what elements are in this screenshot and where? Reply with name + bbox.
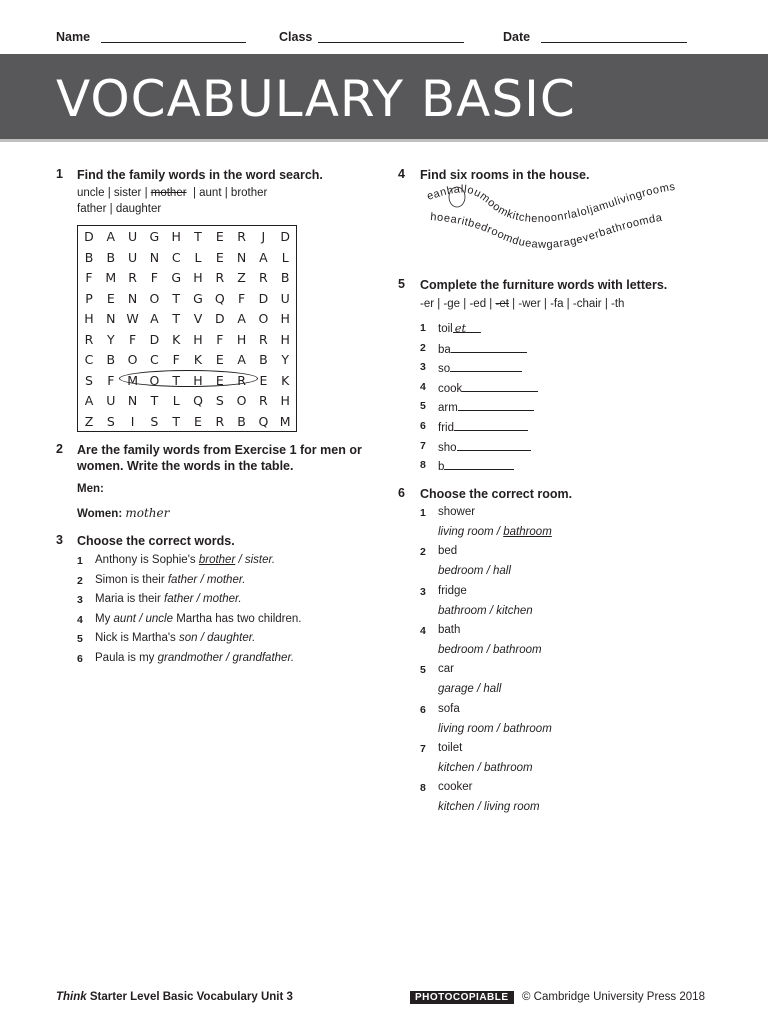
grid-cell: N [127, 393, 138, 408]
q5-number: 5 [398, 277, 405, 291]
name-field[interactable] [101, 42, 246, 43]
q5-item-number: 1 [420, 322, 426, 334]
q5-item-number: 7 [420, 439, 426, 452]
grid-cell: E [215, 352, 224, 367]
q3-pre: Nick is Martha's [95, 632, 179, 645]
q3-item-number: 1 [77, 555, 83, 567]
grid-cell: G [171, 270, 182, 285]
name-label: Name [56, 30, 91, 44]
q6-item-number: 1 [420, 507, 426, 519]
class-label: Class [279, 30, 313, 44]
q6-options: garage / hall [438, 683, 502, 696]
q3-pre: Paula is my [95, 652, 158, 664]
q5-stem: b [438, 461, 445, 474]
grid-cell: H [280, 393, 290, 408]
word-mother: mother [150, 187, 187, 199]
grid-cell: T [150, 393, 159, 408]
grid-cell: M [105, 270, 117, 285]
q6-item-number: 8 [420, 782, 426, 795]
q3-opt1[interactable]: aunt [113, 612, 136, 625]
q6-options: kitchen / bathroom [438, 761, 533, 774]
grid-cell: H [171, 229, 181, 244]
word-search-grid [77, 225, 297, 432]
men-label: Men: [77, 483, 104, 495]
q5-option: -th [611, 298, 625, 310]
q5-item [438, 458, 514, 473]
q6-option-2[interactable]: bathroom [503, 722, 552, 735]
q6-word: toilet [438, 741, 463, 754]
q5-stem: ba [438, 343, 451, 356]
q3-opt2[interactable]: uncle [145, 612, 174, 625]
grid-cell: T [172, 311, 180, 326]
q3-pre: My [95, 612, 114, 625]
word-uncle: uncle [77, 187, 105, 199]
q6-word: cooker [438, 781, 473, 794]
grid-cell: D [214, 311, 225, 326]
grid-cell: L [172, 393, 180, 408]
q6-option-1[interactable]: bedroom [438, 565, 484, 578]
class-field[interactable] [318, 42, 464, 43]
grid-cell: N [127, 290, 138, 306]
q5-answer-field[interactable] [454, 419, 528, 431]
grid-cell: B [237, 413, 246, 429]
grid-cell: W [126, 311, 139, 326]
grid-cell: O [127, 352, 138, 367]
q5-option: -chair [572, 298, 602, 310]
q5-answer-field[interactable] [462, 380, 538, 392]
q1-number: 1 [56, 167, 63, 181]
q3-item-number: 2 [77, 574, 83, 587]
q5-item [438, 380, 538, 395]
grid-cell: G [193, 290, 203, 306]
grid-cell: B [259, 352, 268, 367]
q3-item-number: 4 [77, 613, 83, 626]
grid-cell: E [215, 372, 224, 388]
grid-cell: N [149, 249, 160, 265]
grid-cell: B [106, 249, 116, 265]
q6-option-2[interactable]: hall [492, 565, 511, 578]
q5-answer-field[interactable] [451, 341, 527, 353]
grid-cell: Q [258, 413, 269, 429]
q2-number: 2 [56, 442, 63, 456]
q5-option: -ed [469, 298, 487, 310]
q6-item-number: 3 [420, 585, 426, 598]
q6-options: living room / bathroom [438, 722, 552, 735]
q6-word: fridge [438, 584, 467, 597]
grid-cell: Q [193, 393, 203, 408]
q3-item [95, 652, 294, 664]
grid-cell: F [128, 331, 137, 347]
grid-cell: C [171, 249, 181, 265]
q3-opt2[interactable]: grandfather. [232, 652, 295, 664]
q3-item [95, 574, 245, 586]
q5-option: -wer [518, 298, 541, 310]
grid-cell: T [194, 229, 202, 244]
grid-cell: D [84, 229, 94, 244]
q6-option-1[interactable]: kitchen [438, 801, 475, 814]
q3-opt2[interactable]: mother. [203, 593, 242, 606]
grid-cell: E [215, 229, 224, 244]
grid-cell: K [172, 331, 181, 347]
q3-item-number: 3 [77, 594, 83, 607]
q5-answer-field[interactable] [457, 439, 531, 451]
q3-item [95, 593, 242, 605]
q5-item [438, 341, 527, 356]
q6-options: bedroom / hall [438, 565, 511, 578]
q6-item-number: 6 [420, 703, 426, 716]
q6-number: 6 [398, 486, 405, 500]
grid-cell: H [280, 331, 290, 347]
q5-item [438, 321, 481, 335]
word-daughter: daughter [115, 203, 162, 215]
grid-cell: A [237, 311, 246, 326]
room-word-snake [420, 178, 710, 258]
q3-sep: / [235, 554, 245, 566]
q5-options: -er | -ge | -ed | -et | -wer | -fa | -chair | -th [420, 298, 625, 310]
q5-answer-field[interactable] [444, 458, 514, 470]
title-banner [0, 54, 768, 142]
grid-cell: R [128, 270, 137, 285]
q3-sep: / [197, 632, 208, 645]
women-label: Women: [77, 508, 123, 520]
q5-instruction: Complete the furniture words with letters. [420, 278, 668, 292]
q3-pre: Maria is their [95, 593, 165, 606]
q4-instruction: Find six rooms in the house. [420, 168, 590, 182]
grid-cell: U [280, 290, 290, 306]
q5-stem: toil [438, 323, 453, 335]
q6-option-2[interactable]: hall [483, 683, 502, 696]
q3-number: 3 [56, 533, 63, 547]
grid-cell: G [149, 229, 160, 244]
q6-option-1[interactable]: living room [438, 526, 494, 538]
grid-cell: J [261, 229, 266, 244]
q3-opt2[interactable]: sister. [244, 554, 276, 566]
q3-opt1[interactable]: father [164, 593, 194, 606]
q5-item [438, 360, 522, 375]
grid-cell: A [259, 249, 268, 265]
q3-pre: Anthony is Sophie's [95, 554, 199, 566]
grid-cell: H [193, 331, 203, 347]
grid-cell: H [280, 311, 290, 326]
grid-cell: A [106, 229, 116, 244]
q5-item [438, 439, 531, 454]
q6-word: bed [438, 545, 458, 558]
word-aunt: aunt [199, 187, 222, 199]
q5-stem: so [438, 363, 451, 376]
page-title: VOCABULARY BASIC [56, 70, 576, 128]
q3-item [95, 554, 275, 566]
grid-cell: E [106, 290, 115, 306]
q6-word: bath [438, 623, 461, 636]
q3-opt1[interactable]: grandmother [157, 652, 223, 664]
q5-answer-field[interactable] [458, 399, 534, 411]
grid-cell: S [150, 413, 159, 429]
grid-cell: R [259, 393, 268, 408]
grid-cell: P [85, 290, 93, 306]
word-brother: brother [230, 187, 268, 199]
q5-stem: arm [438, 402, 458, 415]
grid-cell: Y [106, 331, 115, 347]
grid-cell: A [150, 311, 159, 326]
grid-cell: R [84, 331, 94, 347]
q3-item [95, 613, 302, 625]
photocopiable-badge: PHOTOCOPIABLE [410, 991, 514, 1004]
q3-post: Martha has two children. [173, 612, 302, 625]
q5-stem: sho [438, 441, 457, 454]
q3-opt2[interactable]: daughter. [207, 632, 256, 645]
grid-cell: R [237, 229, 246, 244]
q5-stem: cook [438, 382, 463, 395]
q6-option-2[interactable]: living room [484, 801, 540, 814]
footer-text: Starter Level Basic Vocabulary Unit 3 [86, 991, 293, 1003]
grid-cell: A [237, 352, 246, 367]
women-example: mother [125, 506, 170, 520]
q5-option: -et [495, 298, 509, 310]
q3-sep: / [197, 573, 207, 586]
q6-word: shower [438, 506, 476, 518]
grid-cell: C [84, 352, 94, 367]
q6-word: car [438, 663, 454, 676]
word-father: father [77, 203, 107, 215]
date-field[interactable] [541, 42, 687, 43]
q1-word-list-2: father | daughter [77, 203, 162, 215]
grid-cell: R [215, 413, 225, 429]
grid-cell: F [216, 331, 224, 347]
q3-sep: / [193, 593, 204, 606]
q5-item-number: 4 [420, 380, 426, 393]
grid-cell: K [193, 352, 203, 367]
q6-option-1[interactable]: kitchen [438, 761, 475, 774]
grid-cell: E [194, 413, 202, 429]
q5-item [438, 419, 528, 434]
q3-sep: / [135, 612, 146, 625]
q3-opt1[interactable]: son [179, 632, 198, 645]
grid-cell: E [259, 372, 268, 388]
grid-cell: H [84, 311, 94, 326]
grid-cell: F [237, 290, 246, 306]
q6-option-2[interactable]: bathroom [503, 526, 552, 538]
q6-option-1[interactable]: garage [438, 683, 474, 696]
q6-options: living room / bathroom [438, 526, 552, 538]
grid-cell: Y [281, 352, 289, 367]
q3-instruction: Choose the correct words. [77, 534, 235, 548]
q5-item-number: 6 [420, 420, 426, 432]
grid-cell: A [84, 393, 94, 408]
q6-option-1[interactable]: living room [438, 722, 494, 735]
q5-item-number: 3 [420, 361, 426, 374]
q3-item-number: 6 [77, 653, 83, 665]
grid-cell: Z [237, 270, 246, 285]
grid-cell: B [106, 352, 116, 367]
grid-cell: H [193, 270, 203, 285]
grid-cell: D [258, 290, 269, 306]
q6-item-number: 2 [420, 546, 426, 559]
grid-cell: L [194, 249, 202, 265]
q5-option: -ge [443, 298, 461, 310]
q6-word: sofa [438, 702, 460, 715]
grid-cell: R [259, 270, 268, 285]
grid-cell: O [149, 290, 160, 306]
q3-opt1[interactable]: brother [198, 554, 236, 566]
q6-option-2[interactable]: bathroom [492, 643, 542, 656]
grid-cell: N [236, 249, 247, 265]
grid-cell: M [127, 372, 138, 388]
q6-option-2[interactable]: kitchen [496, 604, 533, 617]
footer-title [56, 991, 293, 1003]
grid-cell: S [85, 372, 93, 388]
grid-cell: B [280, 270, 290, 285]
grid-cell: T [172, 372, 180, 388]
grid-cell: T [172, 413, 180, 429]
q6-item-number: 4 [420, 624, 426, 637]
grid-cell: S [106, 413, 115, 429]
grid-cell: U [128, 249, 138, 265]
grid-cell: Z [84, 413, 94, 429]
q6-item-number: 5 [420, 664, 426, 677]
grid-cell: H [193, 372, 203, 388]
grid-cell: S [215, 393, 224, 408]
q5-option: -er [420, 298, 435, 310]
grid-cell: V [193, 311, 203, 326]
grid-cell: F [107, 372, 115, 388]
grid-cell: K [281, 372, 290, 388]
q6-option-1[interactable]: bathroom [438, 604, 487, 617]
q6-option-2[interactable]: bathroom [484, 761, 533, 774]
q3-pre: Simon is their [95, 573, 168, 586]
grid-cell: O [258, 311, 269, 326]
q6-options: kitchen / living room [438, 801, 540, 814]
q5-option: -fa [550, 298, 564, 310]
grid-cell: U [106, 393, 116, 408]
q5-answer-field[interactable]: et [453, 321, 481, 333]
q5-item-number: 5 [420, 400, 426, 413]
copyright: © Cambridge University Press 2018 [522, 991, 705, 1003]
grid-cell: F [150, 270, 158, 285]
q6-option-1[interactable]: bedroom [438, 643, 484, 656]
date-label: Date [503, 30, 531, 44]
grid-cell: F [172, 352, 180, 367]
grid-cell: D [149, 331, 160, 347]
q2-instruction-1: Are the family words from Exercise 1 for men or [77, 443, 362, 457]
grid-cell: R [237, 372, 246, 388]
grid-cell: F [85, 270, 93, 285]
q3-opt1[interactable]: father [167, 573, 198, 586]
q4-number: 4 [398, 167, 405, 181]
q6-options: bedroom / bathroom [438, 643, 542, 656]
q6-instruction: Choose the correct room. [420, 487, 573, 501]
grid-cell: U [128, 229, 138, 244]
q5-item-number: 2 [420, 341, 426, 354]
q3-sep: / [222, 652, 233, 664]
q5-item-number: 8 [420, 459, 426, 472]
grid-cell: M [279, 413, 291, 429]
grid-cell: I [130, 413, 135, 429]
q3-opt2[interactable]: mother. [206, 573, 246, 586]
q3-item-number: 5 [77, 633, 83, 646]
snake-line-1: eanhalloumoomkitchenoonrlaloljamulivingrooms [425, 180, 677, 226]
grid-cell: B [84, 249, 94, 265]
grid-cell: D [280, 229, 290, 244]
q5-item [438, 399, 534, 414]
q2-instruction-2: women. Write the words in the table. [77, 459, 294, 473]
grid-cell: H [236, 331, 247, 347]
q6-item-number: 7 [420, 742, 426, 755]
q1-word-list-1: uncle | sister | mother | aunt | brother [77, 187, 268, 199]
footer-brand: Think [56, 991, 87, 1003]
grid-cell: C [150, 352, 159, 367]
grid-cell: N [106, 311, 116, 326]
grid-cell: O [149, 372, 160, 388]
snake-line-2: hoearitbedroomdueawgarageverbathroomda [429, 211, 664, 251]
q3-item [95, 632, 255, 644]
grid-cell: Q [214, 290, 225, 306]
q1-instruction: Find the family words in the word search. [77, 168, 323, 182]
women-row [77, 506, 169, 520]
grid-cell: E [215, 249, 224, 265]
grid-cell: O [236, 393, 247, 408]
grid-cell: R [215, 270, 225, 285]
q5-stem: frid [438, 422, 454, 434]
word-sister: sister [113, 187, 142, 199]
grid-cell: R [259, 331, 268, 347]
grid-cell: L [281, 249, 289, 265]
q6-options: bathroom / kitchen [438, 604, 533, 617]
grid-cell: T [172, 290, 180, 306]
q5-answer-field[interactable] [450, 360, 522, 372]
